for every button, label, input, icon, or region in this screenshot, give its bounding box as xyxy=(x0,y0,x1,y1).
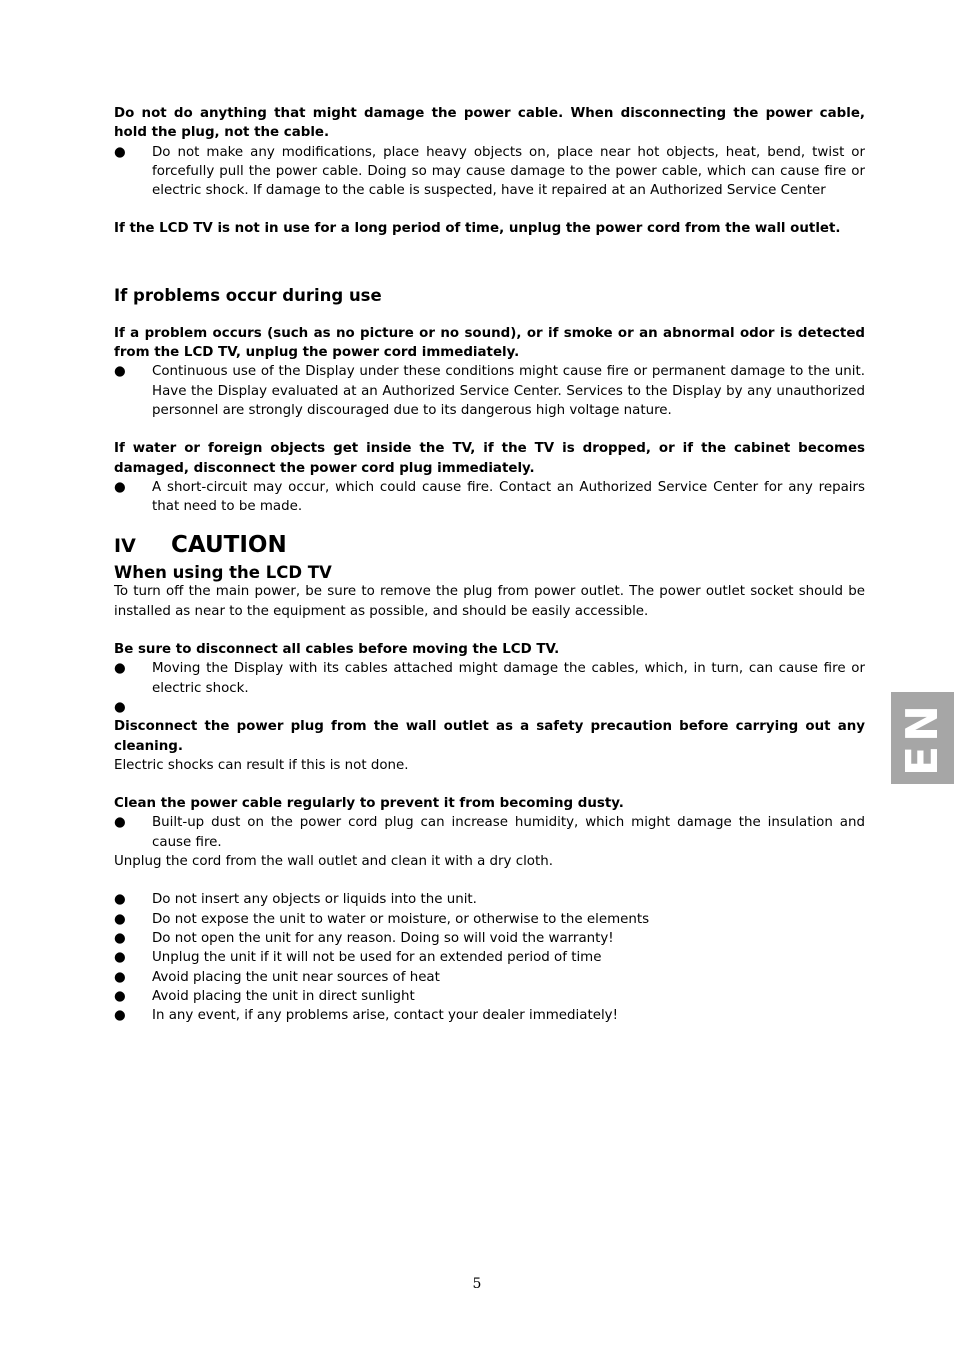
bullet: ● xyxy=(114,988,126,1004)
shock-text: Electric shocks can result if this is not done. xyxy=(114,757,409,773)
bullet: ● xyxy=(114,892,126,908)
water-warning: If water or foreign objects get inside the TV, if the TV is dropped, or if the cabinet becomes damaged, disconnect the power cord plug immediately. xyxy=(114,441,865,476)
unplug-clean-text: Unplug the cord from the wall outlet and clean it with a dry cloth. xyxy=(114,854,553,870)
list-item: ● Avoid placing the unit in direct sunlight xyxy=(114,987,865,1006)
list-item: ● Unplug the unit if it will not be used for an extended period of time xyxy=(114,948,865,967)
section-heading-using: When using the LCD TV xyxy=(114,563,332,583)
power-cable-warning: Do not do anything that might damage the power cable. When disconnecting the power cable, hold the plug, not the cable. xyxy=(114,106,865,141)
bullet: ● xyxy=(114,661,126,677)
bullet: ● xyxy=(114,364,126,380)
list-item: ● Moving the Display with its cables attached might damage the cables, which, in turn, can cause fire or electric shock. xyxy=(114,661,865,696)
chapter-number: IV xyxy=(114,535,136,558)
cleaning-warning: Disconnect the power plug from the wall outlet as a safety precaution before carrying out any cleaning. xyxy=(114,719,865,754)
section-heading-problems: If problems occur during use xyxy=(114,285,382,305)
bullet: ● xyxy=(114,1008,126,1024)
list-item: ● In any event, if any problems arise, contact your dealer immediately! xyxy=(114,1006,865,1025)
list-item: ● Avoid placing the unit near sources of heat xyxy=(114,968,865,987)
list-item: ● Continuous use of the Display under these conditions might cause fire or permanent damage to the unit. Have the Display evaluated at an Authorized Service Center. Services to the Display by any unauthorized personnel are strongly discouraged due to its dangerous high voltage nature. xyxy=(114,364,865,418)
cables-warning: Be sure to disconnect all cables before moving the LCD TV. xyxy=(114,642,560,658)
bullet: ● xyxy=(114,930,126,946)
dust-warning: Clean the power cable regularly to prevent it from becoming dusty. xyxy=(114,796,624,812)
chapter-title: IV CAUTION xyxy=(114,530,865,561)
bullet: ● xyxy=(114,969,126,985)
bullet: ● xyxy=(114,699,126,715)
document-body xyxy=(114,104,865,1025)
bullet: ● xyxy=(114,144,126,160)
problem-warning: If a problem occurs (such as no picture or no sound), or if smoke or an abnormal odor is detected from the LCD TV, unplug the power cord immediately. xyxy=(114,325,865,361)
list-item: ● Do not expose the unit to water or moisture, or otherwise to the elements xyxy=(114,910,865,929)
list-item: ● Do not insert any objects or liquids into the unit. xyxy=(114,890,865,909)
bullet: ● xyxy=(114,950,126,966)
bullet: ● xyxy=(114,479,126,495)
list-item: ● Built-up dust on the power cord plug can increase humidity, which might damage the insulation and cause fire. xyxy=(114,815,865,850)
language-tab: EN xyxy=(891,692,954,784)
list-item xyxy=(114,698,865,717)
caution-list xyxy=(114,890,865,1025)
page-number: 5 xyxy=(472,1276,482,1292)
list-item: ● Do not open the unit for any reason. Doing so will void the warranty! xyxy=(114,929,865,948)
list-item: ● Do not make any modifications, place heavy objects on, place near hot objects, heat, bend, twist or forcefully pull the power cable. Doing so may cause damage to the power cable, which can cause fire or electric shock. If damage to the cable is suspected, have it repaired at an Authorized Service Center xyxy=(114,144,865,199)
unplug-warning: If the LCD TV is not in use for a long period of time, unplug the power cord from the wall outlet. xyxy=(114,221,841,237)
bullet: ● xyxy=(114,815,126,831)
bullet: ● xyxy=(114,911,126,927)
intro-text: To turn off the main power, be sure to remove the plug from power outlet. The power outlet socket should be installed as near to the equipment as possible, and should be easily accessible. xyxy=(114,584,865,619)
list-item: ● A short-circuit may occur, which could cause fire. Contact an Authorized Service Center for any repairs that need to be made. xyxy=(114,479,865,515)
